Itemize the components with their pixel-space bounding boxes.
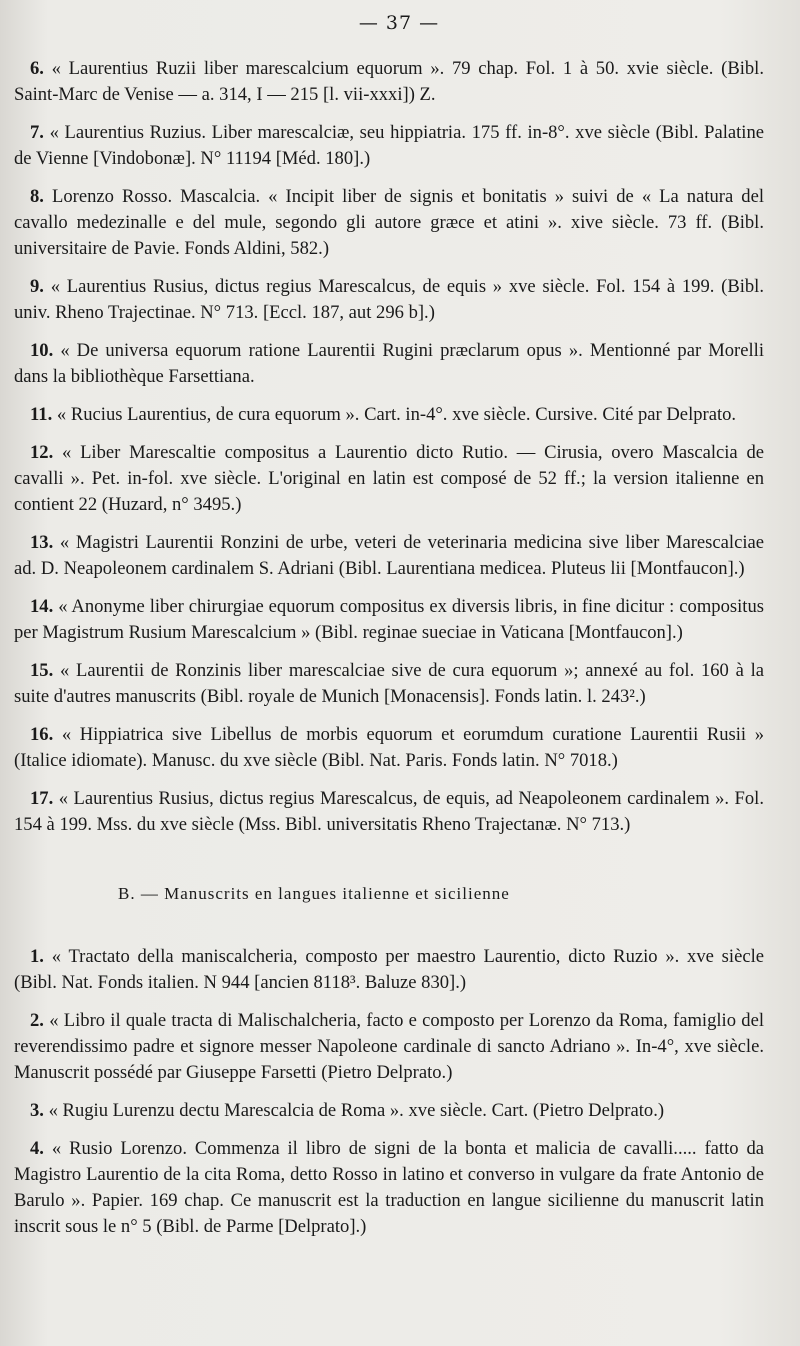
entry-text: Lorenzo Rosso. Mascalcia. « Incipit liber de signis et bonitatis » suivi de « La natura del cavallo medezinalle e del mule, segondo gli autore græce et atini ». xive siècle. 73 ff. (Bibl. universitaire de Pavie. Fonds Aldini, 582.): [14, 186, 765, 259]
manuscript-entry: [14, 594, 764, 646]
entry-number: 9.: [30, 276, 44, 297]
entry-number: 16.: [30, 724, 54, 745]
entry-text: « Laurentius Ruzius. Liber marescalciæ, seu hippiatria. 175 ff. in-8°. xve siècle (Bibl. Palatine de Vienne [Vindobonæ]. N° 11194 [Méd. 180].): [14, 122, 764, 169]
manuscript-entry: [14, 184, 764, 262]
section-a-entries: [14, 56, 764, 838]
entry-number: 3.: [30, 1100, 44, 1121]
entry-number: 12.: [30, 442, 54, 463]
entry-text: « Rugiu Lurenzu dectu Marescalcia de Roma ». xve siècle. Cart. (Pietro Delprato.): [48, 1100, 665, 1121]
entry-text: « Liber Marescaltie compositus a Laurentio dicto Rutio. — Cirusia, overo Mascalcia de cavalli ». Pet. in-fol. xve siècle. L'original en latin est composé de 52 ff.; la version italienne en contient 22 (Huzard, n° 3495.): [14, 442, 764, 515]
entry-text: « Tractato della maniscalcheria, composto per maestro Laurentio, dicto Ruzio ». xve siècle (Bibl. Nat. Fonds italien. N 944 [ancien 8118³. Baluze 830].): [14, 946, 764, 993]
manuscript-entry: [14, 120, 764, 172]
entry-number: 4.: [30, 1138, 44, 1159]
manuscript-entry: [14, 402, 764, 428]
entry-number: 10.: [30, 340, 54, 361]
manuscript-entry: [14, 338, 764, 390]
entry-number: 8.: [30, 186, 44, 207]
entry-text: « Magistri Laurentii Ronzini de urbe, veteri de veterinaria medicina sive liber Marescalciae ad. D. Neapoleonem cardinalem S. Adriani (Bibl. Laurentiana medicea. Pluteus lii [Montfaucon].): [14, 532, 764, 579]
manuscript-entry: [14, 274, 764, 326]
entry-number: 15.: [30, 660, 54, 681]
entry-text: « Laurentii de Ronzinis liber marescalciae sive de cura equorum »; annexé au fol. 160 à la suite d'autres manuscrits (Bibl. royale de Munich [Monacensis]. Fonds latin. l. 243².): [14, 660, 764, 707]
manuscript-entry: [14, 658, 764, 710]
page-number: — 37 —: [358, 12, 440, 34]
section-b-entries: [14, 944, 764, 1240]
manuscript-entry: [14, 530, 764, 582]
manuscript-entry: [14, 440, 764, 518]
entry-text: « Libro il quale tracta di Malischalcheria, facto e composto per Lorenzo da Roma, famiglio del reverendissimo padre et signore messer Napoleone cardinale di sancto Adriano ». In-4°, xve siècle. Manuscrit possédé par Giuseppe Farsetti (Pietro Delprato.): [14, 1010, 764, 1083]
entry-number: 2.: [30, 1010, 44, 1031]
entry-number: 11.: [30, 404, 53, 425]
entry-text: « Rucius Laurentius, de cura equorum ». Cart. in-4°. xve siècle. Cursive. Cité par Delprato.: [56, 404, 737, 425]
entry-text: « Laurentius Ruzii liber marescalcium equorum ». 79 chap. Fol. 1 à 50. xvie siècle. (Bibl. Saint-Marc de Venise — a. 314, I — 215 [l. vii-xxxi]) Z.: [14, 58, 764, 105]
entry-text: « Laurentius Rusius, dictus regius Marescalcus, de equis » xve siècle. Fol. 154 à 199. (Bibl. univ. Rheno Trajectinae. N° 713. [Eccl. 187, aut 296 b].): [14, 276, 764, 323]
entry-text: « Laurentius Rusius, dictus regius Marescalcus, de equis, ad Neapoleonem cardinalem ». Fol. 154 à 199. Mss. du xve siècle (Mss. Bibl. universitatis Rheno Trajectanæ. N° 713.): [14, 788, 764, 835]
entry-text: « Hippiatrica sive Libellus de morbis equorum et eorumdum curatione Laurentii Rusii » (Italice idiomate). Manusc. du xve siècle (Bibl. Nat. Paris. Fonds latin. N° 7018.): [14, 724, 764, 771]
entry-text: « Anonyme liber chirurgiae equorum compositus ex diversis libris, in fine dicitur : compositus per Magistrum Rusium Marescalcium » (Bibl. reginae sueciae in Vaticana [Montfaucon].): [14, 596, 764, 643]
manuscript-entry: [14, 1098, 764, 1124]
manuscript-entry: [14, 944, 764, 996]
manuscript-entry: [14, 722, 764, 774]
manuscript-entry: [14, 1136, 764, 1240]
section-b-heading: B. — Manuscrits en langues italienne et sicilienne: [118, 884, 510, 903]
entry-number: 1.: [30, 946, 44, 967]
entry-number: 13.: [30, 532, 54, 553]
entry-text: « Rusio Lorenzo. Commenza il libro de signi de la bonta et malicia de cavalli..... fatto da Magistro Laurentio de la cita Roma, detto Rosso in latino et converso in vulgare da frate Antonio de Barulo ». Papier. 169 chap. Ce manuscrit est la traduction en langue sicilienne du manuscrit latin inscrit sous le n° 5 (Bibl. de Parme [Delprato].): [14, 1138, 764, 1237]
entry-number: 7.: [30, 122, 44, 143]
manuscript-entry: [14, 1008, 764, 1086]
entry-number: 17.: [30, 788, 54, 809]
manuscript-entry: [14, 56, 764, 108]
entry-text: « De universa equorum ratione Laurentii Rugini præclarum opus ». Mentionné par Morelli dans la bibliothèque Farsettiana.: [14, 340, 764, 387]
entry-number: 6.: [30, 58, 44, 79]
entry-number: 14.: [30, 596, 54, 617]
manuscript-entry: [14, 786, 764, 838]
